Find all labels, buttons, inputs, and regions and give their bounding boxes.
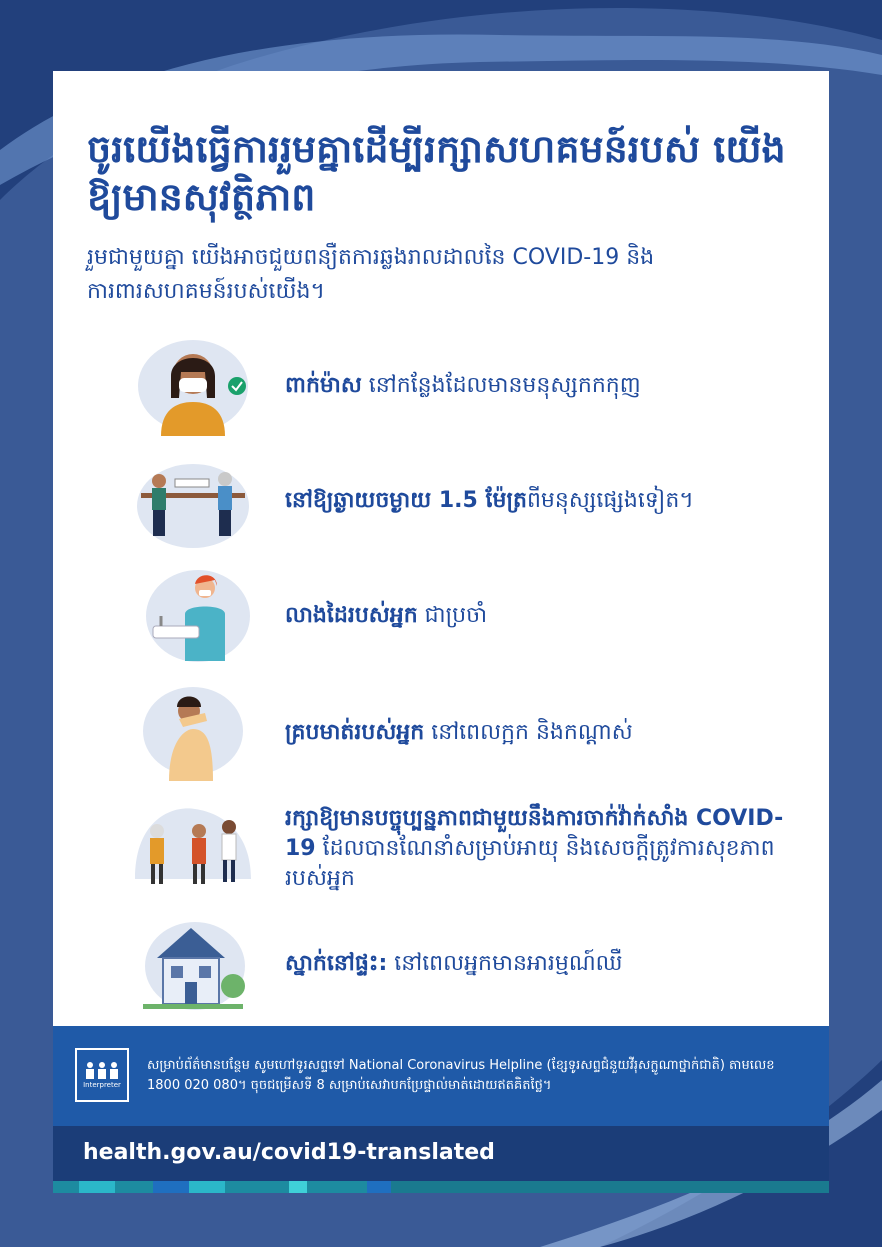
hand-washing-icon <box>133 566 253 666</box>
item-bold-text: នៅឱ្យឆ្ងាយចម្ងាយ 1.5 ម៉ែត្រ <box>285 488 527 513</box>
interpreter-logo-label: Interpreter <box>83 1081 121 1089</box>
item-text: ជាប្រចាំ <box>417 603 488 628</box>
poster-title: ចូរយើងធ្វើការរួមគ្នាដើម្បីរក្សាសហគមន៍របស់ យើងឱ្យមានសុវត្ថិភាព <box>87 127 786 219</box>
list-item <box>133 451 793 551</box>
item-text: នៅពេលអ្នកមានអារម្មណ៍ឈឺ <box>387 951 623 976</box>
list-item <box>133 336 793 436</box>
item-bold-text: លាងដៃរបស់អ្នក <box>285 603 418 628</box>
interpreter-icon <box>84 1061 120 1079</box>
item-bold-text: គ្របមាត់របស់អ្នក <box>285 720 425 745</box>
house-icon <box>133 914 253 1014</box>
poster-card <box>53 71 829 1193</box>
vaccination-icon <box>133 799 253 899</box>
helpline-footer <box>53 1026 829 1126</box>
item-text: នៅពេលក្អក និងកណ្តាស់ <box>424 720 633 745</box>
item-bold-text: ស្នាក់នៅផ្ទះ: <box>285 951 388 976</box>
website-link[interactable]: health.gov.au/covid19-translated <box>83 1140 495 1165</box>
interpreter-logo <box>75 1048 129 1102</box>
item-text: ពីមនុស្សផ្សេងទៀត។ <box>526 488 694 513</box>
item-bold-text: ពាក់ម៉ាស <box>285 373 362 398</box>
item-bold-text: រក្សាឱ្យមានបច្ចុប្បន្នភាពជាមួយនឹងការចាក់វ៉ាក់សាំង COVID-19 <box>285 806 784 861</box>
person-wearing-mask-icon <box>133 336 253 436</box>
helpline-info: សម្រាប់ព័ត៌មានបន្ថែម សូមហៅទូរសព្ទទៅ National Coronavirus Helpline (ខ្សែទូរសព្ទជំនួយវីរុសក្លូណាថ្នាក់ជាតិ) តាមលេខ 1800 020 080។ ចុចជម្រើសទី 8 សម្រាប់សេវាបកប្រែផ្ទាល់មាត់ដោយឥតគិតថ្លៃ។ <box>147 1058 775 1093</box>
poster-subtitle: រួមជាមួយគ្នា យើងអាចជួយពន្យឺតការឆ្លងរាលដាលនៃ COVID-19 និងការពារសហគមន៍របស់យើង។ <box>87 245 655 304</box>
list-item <box>133 683 793 783</box>
item-text: នៅកន្លែងដែលមានមនុស្សកកកុញ <box>361 373 641 398</box>
decorative-stripe <box>53 1181 829 1193</box>
list-item <box>133 914 793 1014</box>
cover-cough-icon <box>133 683 253 783</box>
list-item <box>133 799 793 899</box>
url-bar <box>53 1126 829 1181</box>
item-text: ដែលបានណែនាំសម្រាប់អាយុ និងសេចក្តីត្រូវការសុខភាពរបស់អ្នក <box>285 836 775 891</box>
list-item <box>133 566 793 666</box>
physical-distancing-icon <box>133 451 253 551</box>
